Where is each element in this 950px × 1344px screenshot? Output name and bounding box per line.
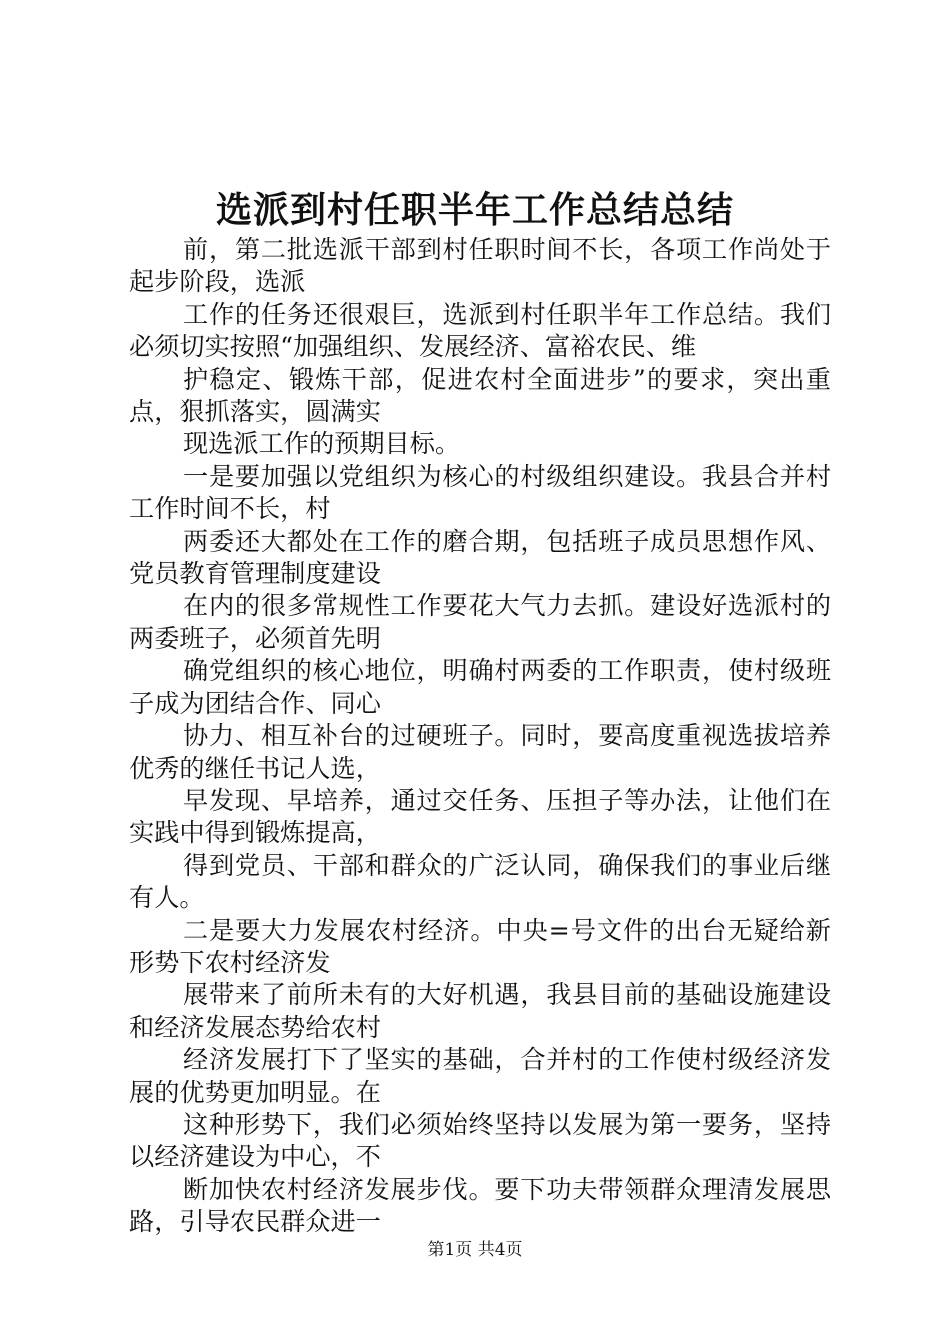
paragraph: 经济发展打下了坚实的基础，合并村的工作使村级经济发展的优势更加明显。在 <box>129 1045 831 1107</box>
paragraph: 工作的任务还很艰巨，选派到村任职半年工作总结。我们必须切实按照“加强组织、发展经济、富裕农民、维 <box>129 299 831 362</box>
paragraph: 护稳定、锻炼干部，促进农村全面进步”的要求，突出重点，狠抓落实，圆满实 <box>129 364 831 427</box>
paragraph: 现选派工作的预期目标。 <box>183 429 461 459</box>
paragraph: 得到党员、干部和群众的广泛认同，确保我们的事业后继有人。 <box>129 850 831 913</box>
paragraph: 展带来了前所未有的大好机遇，我县目前的基础设施建设和经济发展态势给农村 <box>129 980 831 1042</box>
paragraph: 这种形势下，我们必须始终坚持以发展为第一要务，坚持以经济建设为中心，不 <box>129 1109 831 1172</box>
paragraph: 一是要加强以党组织为核心的村级组织建设。我县合并村工作时间不长，村 <box>129 461 831 524</box>
paragraph: 断加快农村经济发展步伐。要下功夫带领群众理清发展思路，引导农民群众进一 <box>129 1174 831 1237</box>
paragraph: 早发现、早培养，通过交任务、压担子等办法，让他们在实践中得到锻炼提高， <box>129 785 831 848</box>
document-title: 选派到村任职半年工作总结总结 <box>215 189 734 231</box>
page-number: 第1页 共4页 <box>427 1240 523 1260</box>
document-body <box>129 234 831 1239</box>
paragraph: 在内的很多常规性工作要花大气力去抓。建设好选派村的两委班子，必须首先明 <box>129 591 831 653</box>
paragraph: 二是要大力发展农村经济。中央=号文件的出台无疑给新形势下农村经济发 <box>129 915 831 977</box>
paragraph: 前，第二批选派干部到村任职时间不长，各项工作尚处于起步阶段，选派 <box>129 235 831 297</box>
paragraph: 协力、相互补台的过硬班子。同时，要高度重视选拔培养优秀的继任书记人选， <box>129 721 831 783</box>
paragraph: 确党组织的核心地位，明确村两委的工作职责，使村级班子成为团结合作、同心 <box>129 656 831 718</box>
paragraph: 两委还大都处在工作的磨合期，包括班子成员思想作风、党员教育管理制度建设 <box>129 526 831 589</box>
